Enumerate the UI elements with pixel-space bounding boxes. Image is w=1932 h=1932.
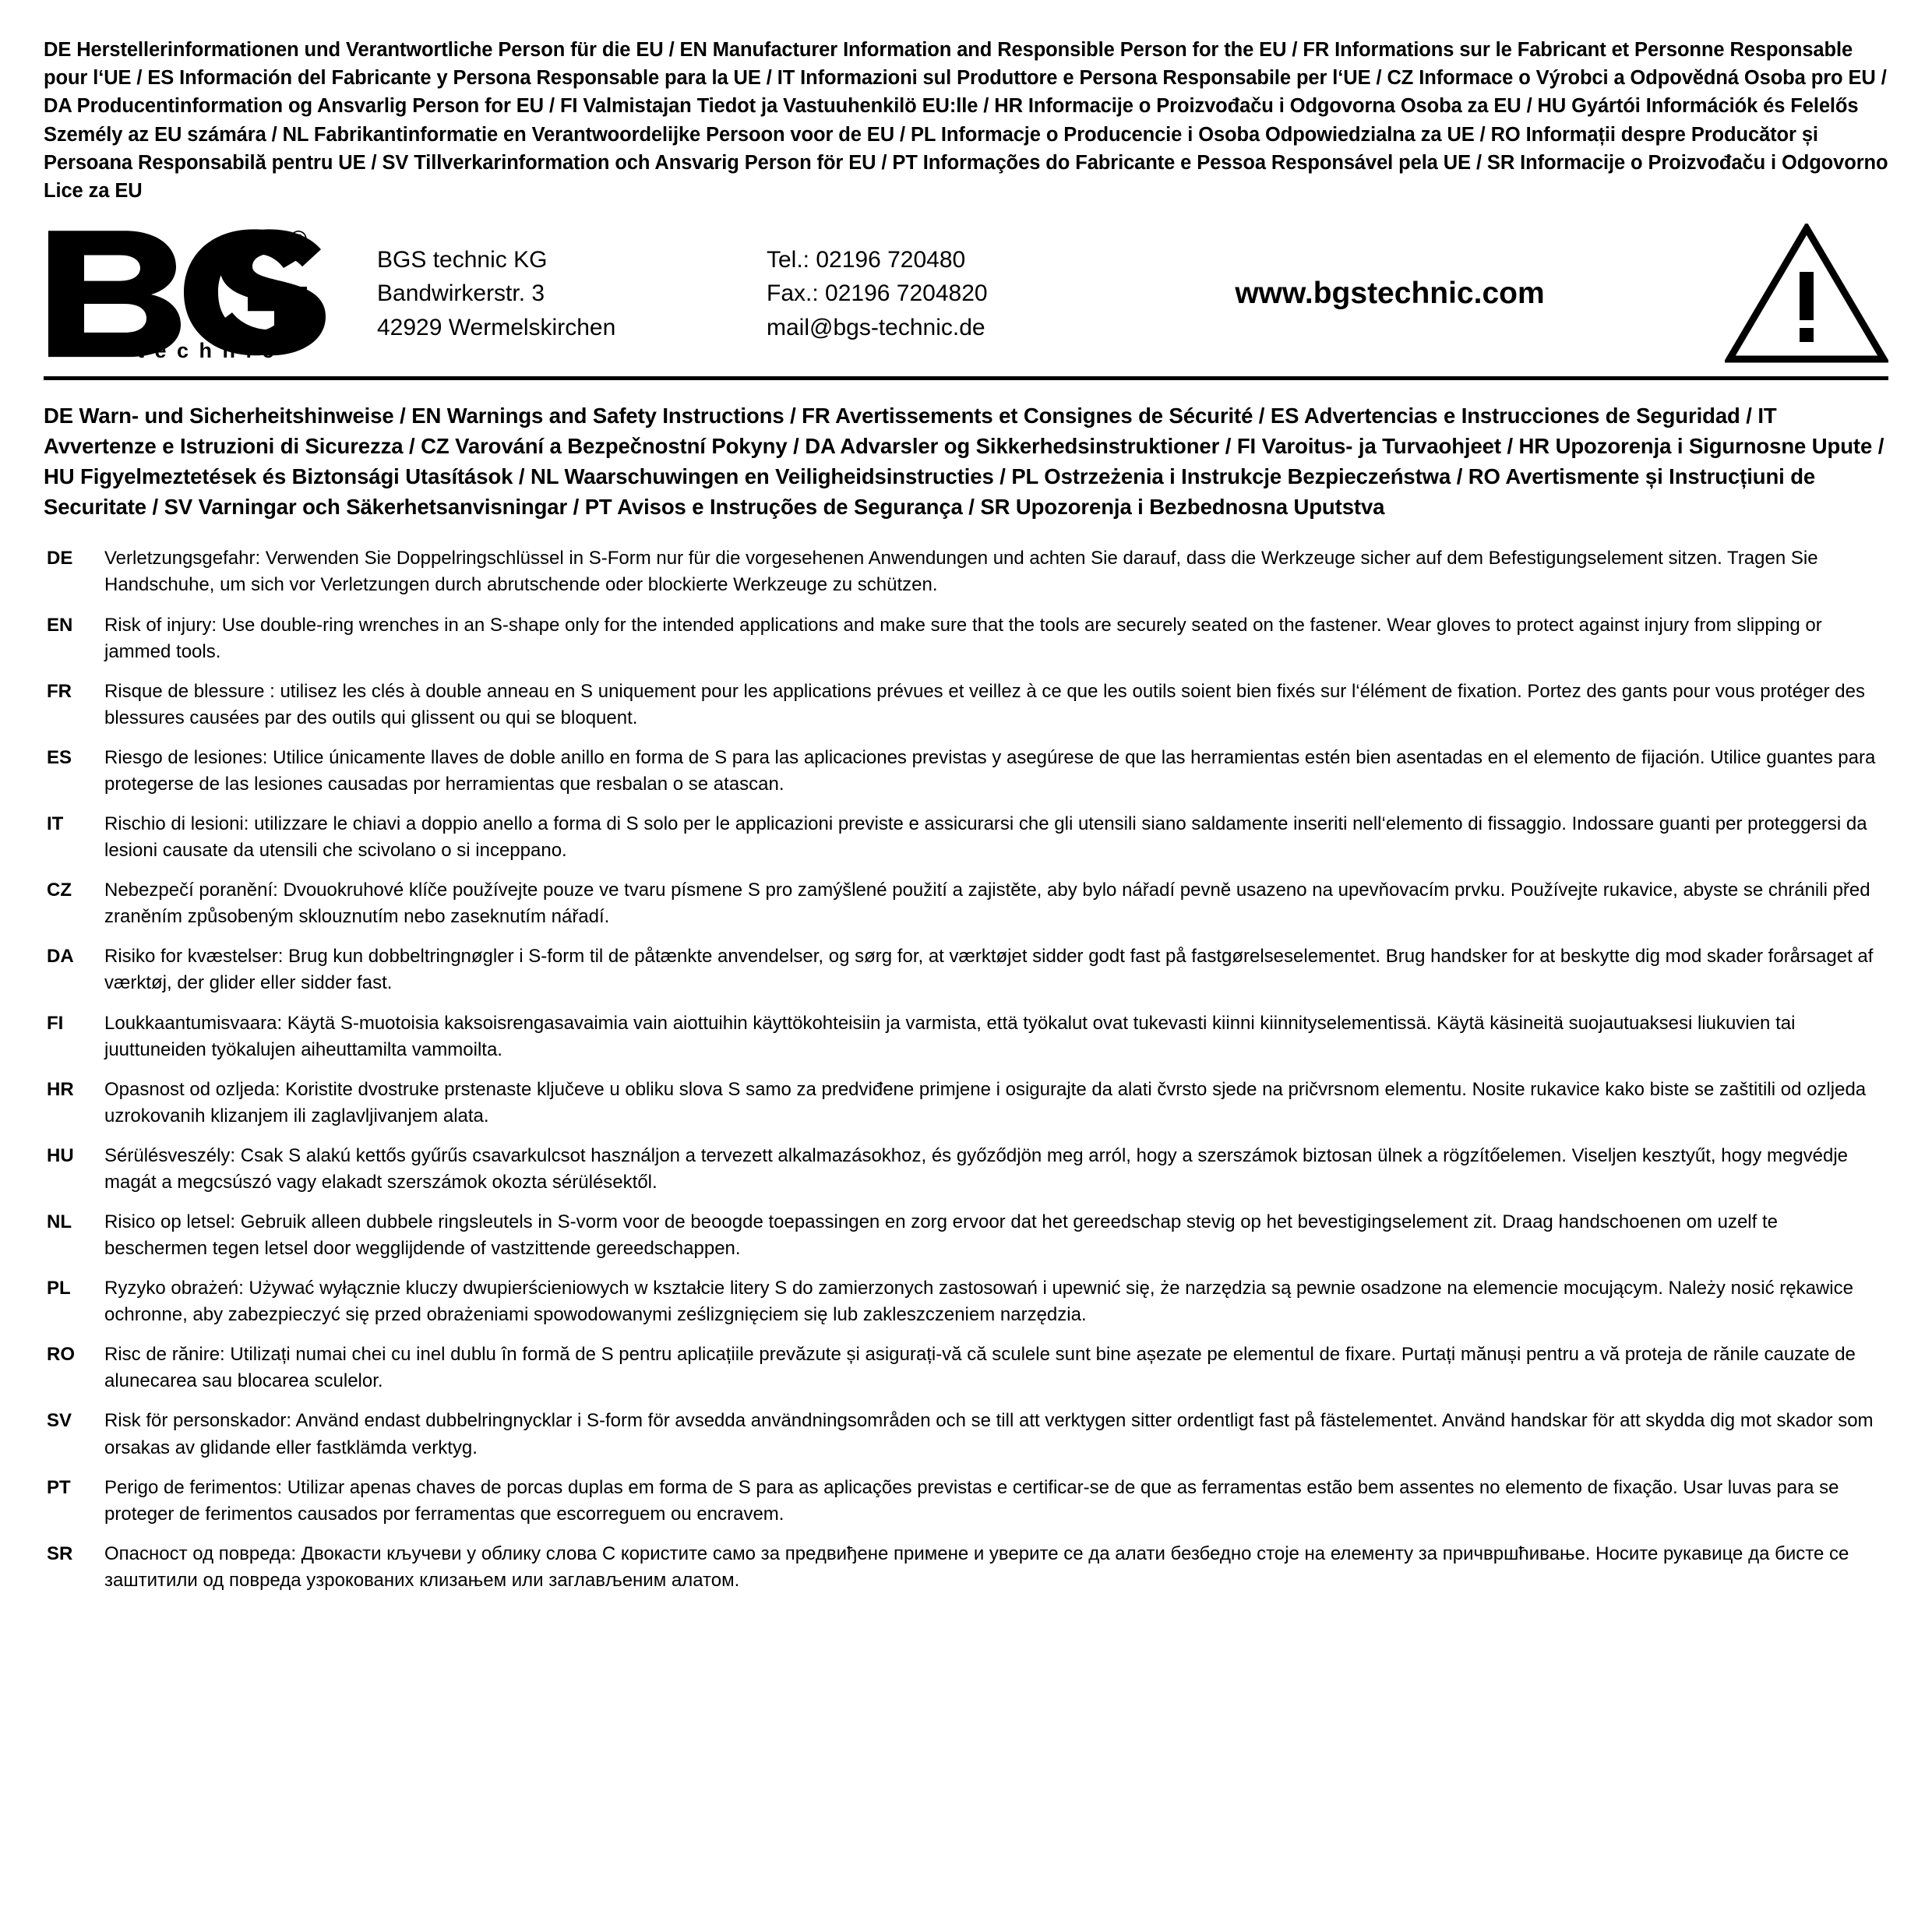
warning-item-es xyxy=(44,745,1888,798)
warning-text: Riesgo de lesiones: Utilice únicamente llaves de doble anillo en forma de S para las aplicaciones previstas y asegúrese de que las herramientas estén bien asentadas en el elemento de fijación. Utilice guantes para protegerse de las lesiones causadas por herramientas que resbalan o se atascan. xyxy=(104,746,1876,795)
language-code: ES xyxy=(47,746,72,768)
warning-text: Loukkaantumisvaara: Käytä S-muotoisia kaksoisrengasavaimia vain aiottuihin käyttökohteisiin ja varmista, että työkalut ovat tukevasti kiinni kiinnityselementissä. Käytä käsineitä suojautuaksesi liukuvien tai juuttuneiden työkalujen aiheuttamilta vammoilta. xyxy=(104,1012,1796,1060)
warning-triangle-icon xyxy=(1725,224,1888,364)
warning-item-pl xyxy=(44,1275,1888,1328)
warning-item-sr xyxy=(44,1541,1888,1594)
language-code: CZ xyxy=(47,880,72,901)
company-address xyxy=(371,243,767,345)
language-code: EN xyxy=(47,614,73,636)
logo-trademark-text: ® xyxy=(290,227,308,253)
warning-item-fr xyxy=(44,679,1888,732)
company-email: mail@bgs-technic.de xyxy=(767,315,985,341)
warnings-heading: DE Warn- und Sicherheitshinweise / EN Warnings and Safety Instructions / FR Avertissements et Consignes de Sécurité / ES Advertencias e Instrucciones de Seguridad / IT Avvertenze e Istruzioni di Sicurezza / CZ Varování a Bezpečnostní Pokyny / DA Advarsler og Sikkerhedsinstruktioner / FI Varoitus- ja Turvaohjeet / HR Upozorenja i Sigurnosne Upute / HU Figyelmeztetések és Biztonsági Utasítások / NL Waarschuwingen en Veiligheidsinstructies / PL Ostrzeżenia i Instrukcje Bezpieczeństwa / RO Avertismente și Instrucțiuni de Securitate / SV Varningar och Säkerhetsanvisningar / PT Avisos e Instruções de Segurança / SR Upozorenja i Bezbednosna Uputstva xyxy=(44,404,1884,520)
warning-text: Sérülésveszély: Csak S alakú kettős gyűrűs csavarkulcsot használjon a tervezett alkalmazásokhoz, és győződjön meg arról, hogy a szerszámok biztosan ülnek a rögzítőelemen. Viseljen kesztyűt, hogy megvédje magát a megcsúszó vagy elakadt szerszámok okozta sérülésektől. xyxy=(104,1144,1849,1193)
warning-text: Risiko for kvæstelser: Brug kun dobbeltringnøgler i S-form til de påtænkte anvendelser, og sørg for, at værktøjet sidder godt fast på fastgørelseselementet. Brug handsker for at beskytte dig mod skader forårsaget af værktøj, der glider eller sidder fast. xyxy=(104,946,1874,994)
language-code: RO xyxy=(47,1344,75,1366)
warning-triangle xyxy=(1709,224,1888,364)
warning-item-cz xyxy=(44,877,1888,930)
company-name: BGS technic KG xyxy=(377,246,548,273)
company-website: www.bgstechnic.com xyxy=(1235,277,1545,311)
manufacturer-info-heading: DE Herstellerinformationen und Verantwortliche Person für die EU / EN Manufacturer Information and Responsible Person for the EU / FR Informations sur le Fabricant et Personne Responsable pour l‘UE / ES Información del Fabricante y Persona Responsable para la UE / IT Informazioni sul Produttore e Persona Responsabile per l‘UE / CZ Informace o Výrobci a Odpovědná Osoba pro EU / DA Producentinformation og Ansvarlig Person for EU / FI Valmistajan Tiedot ja Vastuuhenkilö EU:lle / HR Informacije o Proizvođaču i Odgovorna Osoba za EU / HU Gyártói Információk és Felelős Személy az EU számára / NL Fabrikantinformatie en Verantwoordelijke Persoon voor de EU / PL Informacje o Producencie i Osoba Odpowiedzialna za UE / RO Informații despre Producător și Persoana Responsabilă pentru UE / SV Tillverkarinformation och Ansvarig Person för EU / PT Informações do Fabricante e Pessoa Responsável pela UE / SR Informacije o Proizvođaču i Odgovorno Lice za EU xyxy=(44,39,1888,203)
warning-text: Risque de blessure : utilisez les clés à double anneau en S uniquement pour les applications prévues et veillez à ce que les outils soient bien fixés sur l‘élément de fixation. Portez des gants pour vous protéger des blessures causées par des outils qui glissent ou qui se bloquent. xyxy=(104,680,1865,728)
warning-text: Risico op letsel: Gebruik alleen dubbele ringsleutels in S-vorm voor de beoogde toepassingen en zorg ervoor dat het gereedschap stevig op het bevestigingselement zit. Draag handschoenen om uzelf te beschermen tegen letsel door wegglijdende of vastzittende gereedschappen. xyxy=(104,1211,1778,1260)
warning-item-it xyxy=(44,811,1888,864)
company-tel: Tel.: 02196 720480 xyxy=(767,246,966,273)
language-code: DA xyxy=(47,946,74,968)
warning-text: Опасност од повреда: Двокасти кључеви у облику слова С користите само за предвиђене примене и уверите се да алати безбедно стоје на елементу за причвршћивање. Носите рукавице да бисте се заштитили од повреда узрокованих клизањем или заглављеним алатом. xyxy=(104,1542,1849,1591)
company-band xyxy=(44,224,1888,380)
language-code: SR xyxy=(47,1542,73,1564)
warnings-list xyxy=(44,545,1888,1594)
language-code: HU xyxy=(47,1144,74,1166)
warning-item-de xyxy=(44,545,1888,598)
language-code: FI xyxy=(47,1012,64,1034)
warning-item-da xyxy=(44,943,1888,996)
warning-item-nl xyxy=(44,1209,1888,1262)
warning-item-en xyxy=(44,612,1888,665)
warning-text: Ryzyko obrażeń: Używać wyłącznie kluczy dwupierścieniowych w kształcie litery S do zamierzonych zastosowań i upewnić się, że narzędzia są pewnie osadzone na elemencie mocującym. Należy nosić rękawice ochronne, aby zabezpieczyć się przed obrażeniami spowodowanymi ześlizgnięciem się lub zakleszczeniem narzędzia. xyxy=(104,1278,1853,1326)
warning-text: Verletzungsgefahr: Verwenden Sie Doppelringschlüssel in S-Form nur für die vorgesehenen Anwendungen und achten Sie darauf, dass die Werkzeuge sicher auf dem Befestigungselement sitzen. Tragen Sie Handschuhe, um sich vor Verletzungen durch abrutschende oder blockierte Werkzeuge zu schützen. xyxy=(104,548,1818,596)
warning-text: Risk för personskador: Använd endast dubbelringnycklar i S-form för avsedda användningsområden och se till att verktygen sitter ordentligt fast på fästelementet. Använd handskar för att skydda dig mot skador som orsakas av glidande eller fastklämda verktyg. xyxy=(104,1410,1874,1458)
warning-item-fi xyxy=(44,1010,1888,1063)
language-code: SV xyxy=(47,1410,72,1432)
warning-item-pt xyxy=(44,1475,1888,1528)
warning-text: Rischio di lesioni: utilizzare le chiavi a doppio anello a forma di S solo per le applicazioni previste e assicurarsi che gli utensili siano saldamente inseriti nell‘elemento di fissaggio. Indossare guanti per proteggersi da lesioni causate da utensili che scivolano o si inceppano. xyxy=(104,813,1867,862)
warning-text: Risc de rănire: Utilizați numai chei cu inel dublu în formă de S pentru aplicațiile prevăzute și asigurați-vă că sculele sunt bine așezate pe elementul de fixare. Purtați mănuși pentru a vă proteja de rănile cauzate de aluneсarea sau blocarea sculelor. xyxy=(104,1344,1856,1392)
warning-text: Risk of injury: Use double-ring wrenches in an S-shape only for the intended applications and make sure that the tools are securely seated on the fastener. Wear gloves to protect against injury from slipping or jammed tools. xyxy=(104,614,1822,662)
language-code: DE xyxy=(47,548,73,569)
warning-text: Nebezpečí poranění: Dvouokruhové klíče používejte pouze ve tvaru písmene S pro zamýšlené použití a zajistěte, aby bylo nářadí pevně usazeno na upevňovacím prvku. Používejte rukavice, abyste se chránili před zraněním způsobeným sklouznutím nebo zaseknutím nářadí. xyxy=(104,880,1870,928)
company-city: 42929 Wermelskirchen xyxy=(377,315,616,341)
language-code: IT xyxy=(47,813,64,835)
company-street: Bandwirkerstr. 3 xyxy=(377,280,545,307)
warning-item-ro xyxy=(44,1341,1888,1394)
warning-item-sv xyxy=(44,1408,1888,1461)
logo-technic-text: t e c h n i c xyxy=(137,339,277,363)
language-code: HR xyxy=(47,1078,74,1100)
company-contact xyxy=(767,243,1102,345)
language-code: PT xyxy=(47,1476,71,1498)
warning-text: Perigo de ferimentos: Utilizar apenas chaves de porcas duplas em forma de S para as aplicações previstas e certificar-se de que as ferramentas estão bem assentes no elemento de fixação. Usar luvas para se proteger de ferimentos causados por ferramentas que escorreguem ou encravem. xyxy=(104,1476,1839,1525)
warning-text: Opasnost od ozljeda: Koristite dvostruke prstenaste ključeve u obliku slova S samo za predviđene primjene i osigurajte da alati čvrsto sjede na pričvrsnom elementu. Nosite rukavice kako biste se zaštitili od ozljeda uzrokovanih klizanjem ili zaglavljivanjem alata. xyxy=(104,1078,1867,1126)
language-code: NL xyxy=(47,1211,72,1232)
bgs-logo xyxy=(44,224,371,364)
company-fax: Fax.: 02196 7204820 xyxy=(767,280,988,307)
bgs-logo-icon xyxy=(44,224,355,364)
language-code: PL xyxy=(47,1278,71,1299)
warning-item-hr xyxy=(44,1077,1888,1130)
warning-item-hu xyxy=(44,1143,1888,1196)
language-code: FR xyxy=(47,680,72,702)
